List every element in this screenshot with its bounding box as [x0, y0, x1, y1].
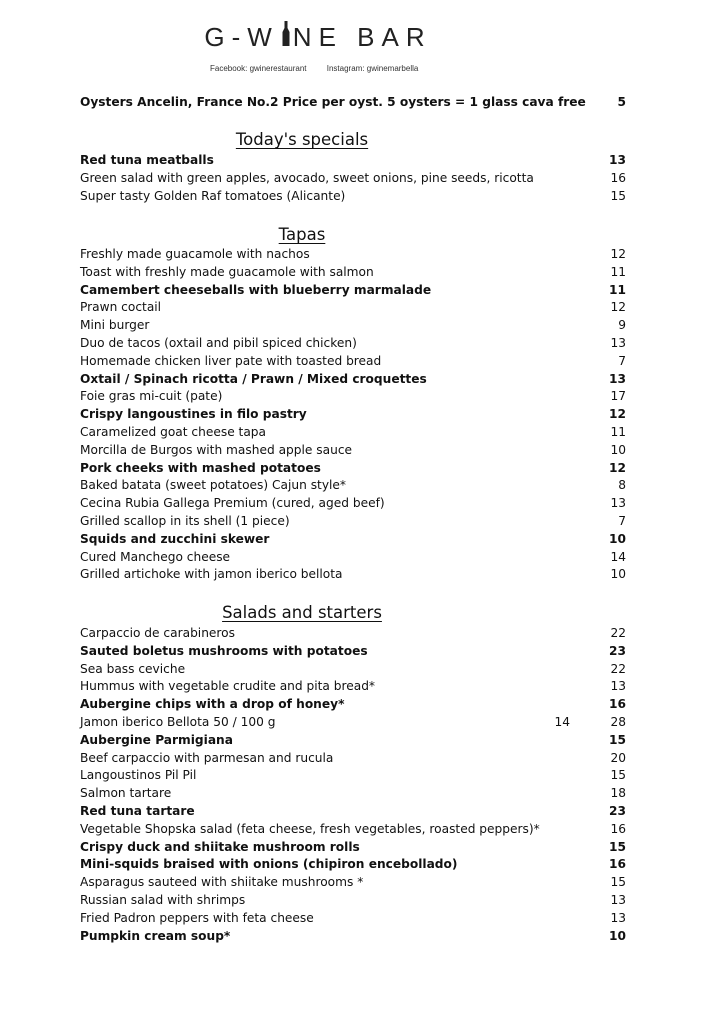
- menu-item: [80, 548, 640, 566]
- menu-item-name: Grilled artichoke with jamon iberico bellota: [80, 567, 343, 582]
- menu-item-price: 10: [610, 442, 626, 457]
- menu-item: [80, 352, 640, 370]
- menu-item-price: 15: [610, 875, 626, 890]
- menu-item: [80, 169, 640, 187]
- menu-item: [80, 494, 640, 512]
- menu-item-name: Mini-squids braised with onions (chipiron encebollado): [80, 857, 458, 872]
- menu-item: [80, 927, 640, 945]
- menu-item-name: Squids and zucchini skewer: [80, 531, 270, 546]
- menu-item-name: Cecina Rubia Gallega Premium (cured, aged beef): [80, 496, 385, 511]
- menu-item-name: Super tasty Golden Raf tomatoes (Alicante): [80, 188, 346, 203]
- menu-item-price: 10: [609, 928, 626, 943]
- menu-item-price: 14: [610, 549, 626, 564]
- menu-item: [80, 838, 640, 856]
- menu-item-price: 12: [609, 460, 626, 475]
- menu-item-price: 11: [610, 264, 626, 279]
- menu-item: [80, 873, 640, 891]
- menu-item-price: 5: [617, 95, 626, 109]
- menu-item-price: 9: [618, 318, 626, 333]
- menu-item-name: Carpaccio de carabineros: [80, 626, 235, 640]
- menu-item-price: 13: [610, 910, 626, 925]
- menu-item-name: Crispy langoustines in filo pastry: [80, 407, 307, 422]
- menu-item-name: Sea bass ceviche: [80, 661, 186, 676]
- menu-item: [80, 387, 640, 405]
- menu-item: [80, 784, 640, 802]
- section-title: Salads and starters: [222, 603, 382, 622]
- menu-item: [80, 677, 640, 695]
- menu-item-name: Oxtail / Spinach ricotta / Prawn / Mixed croquettes: [80, 371, 427, 386]
- menu-item-price: 28: [610, 715, 626, 729]
- menu-item-name: Beef carpaccio with parmesan and rucula: [80, 750, 334, 765]
- menu-item-name: Green salad with green apples, avocado, sweet onions, pine seeds, ricotta: [80, 170, 534, 185]
- menu-item-name: Crispy duck and shiitake mushroom rolls: [80, 839, 360, 854]
- menu-item-price: 13: [609, 371, 626, 386]
- menu-item-name: Aubergine Parmigiana: [80, 732, 233, 747]
- menu-item: [80, 820, 640, 838]
- menu-item: [80, 187, 640, 205]
- menu-item-name: Pork cheeks with mashed potatoes: [80, 460, 321, 475]
- facebook-handle: Facebook: gwinerestaurant: [210, 64, 307, 73]
- menu-item-name: Oysters Ancelin, France No.2 Price per oyst. 5 oysters = 1 glass cava free: [80, 95, 586, 109]
- menu-item-name: Homemade chicken liver pate with toasted bread: [80, 353, 382, 368]
- menu-item-price: 7: [618, 353, 626, 368]
- menu-item: [80, 660, 640, 678]
- menu-item-price: 23: [609, 643, 626, 658]
- menu-item-price: 15: [609, 839, 626, 854]
- menu-item: [80, 370, 640, 388]
- menu-item-name: Pumpkin cream soup*: [80, 928, 231, 943]
- menu-item: [80, 405, 640, 423]
- menu-item-price: 17: [610, 389, 626, 404]
- menu-item-price: 8: [618, 478, 626, 493]
- menu-item: [80, 93, 640, 111]
- menu-item-price: 11: [610, 425, 626, 439]
- menu-item: [80, 512, 640, 530]
- menu-item: [80, 891, 640, 909]
- menu-item: [80, 565, 640, 583]
- menu-item-name: Jamon iberico Bellota 50 / 100 g: [80, 715, 276, 729]
- menu-item-price: 15: [610, 768, 626, 783]
- menu-item-name: Aubergine chips with a drop of honey*: [80, 697, 345, 712]
- menu-item-name: Foie gras mi-cuit (pate): [80, 389, 223, 404]
- menu-item: [80, 749, 640, 767]
- wine-bottle-icon: [281, 21, 291, 54]
- logo-text-left: G-W: [204, 22, 279, 52]
- menu-item-name: Red tuna tartare: [80, 804, 195, 818]
- menu-item-price: 16: [609, 697, 626, 712]
- menu-item: [80, 476, 640, 494]
- menu-item-price: 13: [610, 679, 626, 694]
- menu-item: [80, 766, 640, 784]
- section-title: Today's specials: [235, 130, 369, 149]
- menu-item-price: 12: [610, 300, 626, 315]
- social-links: [210, 64, 436, 73]
- menu-item-price: 13: [610, 893, 626, 907]
- menu-item-name: Morcilla de Burgos with mashed apple sauce: [80, 442, 353, 457]
- menu-item-name: Cured Manchego cheese: [80, 549, 231, 564]
- menu-item: [80, 695, 640, 713]
- menu-item: [80, 624, 640, 642]
- menu-item: [80, 298, 640, 316]
- menu-item-price: 12: [609, 407, 626, 422]
- instagram-handle: Instagram: gwinemarbella: [326, 64, 419, 73]
- menu-item-name: Sauted boletus mushrooms with potatoes: [80, 643, 368, 658]
- menu-item-price: 13: [609, 153, 626, 167]
- menu-item-name: Salmon tartare: [80, 786, 172, 801]
- menu-item: [80, 423, 640, 441]
- menu-item: [80, 909, 640, 927]
- menu-item-price: 23: [609, 804, 626, 818]
- menu-item-name: Prawn coctail: [80, 300, 162, 315]
- menu-item-price: 18: [610, 786, 626, 801]
- menu-item-price: 11: [609, 282, 626, 297]
- menu-item-name: Vegetable Shopska salad (feta cheese, fresh vegetables, roasted peppers)*: [80, 821, 540, 836]
- menu-item-name: Mini burger: [80, 318, 150, 333]
- menu-item-name: Baked batata (sweet potatoes) Cajun style*: [80, 478, 347, 493]
- menu-item: [80, 263, 640, 281]
- menu-item-name: Red tuna meatballs: [80, 153, 214, 167]
- menu-item-name: Hummus with vegetable crudite and pita bread*: [80, 679, 376, 694]
- menu-item: [80, 731, 640, 749]
- menu-item-price: 10: [610, 567, 626, 582]
- menu-item-name: Freshly made guacamole with nachos: [80, 247, 310, 261]
- menu-item: [80, 316, 640, 334]
- menu-item-name: Langoustinos Pil Pil: [80, 768, 197, 783]
- menu-item-name: Russian salad with shrimps: [80, 893, 246, 907]
- menu-item-price-small: 14: [554, 715, 570, 729]
- menu-item-name: Asparagus sauteed with shiitake mushrooms *: [80, 875, 364, 890]
- menu-item: [80, 459, 640, 477]
- menu-item: [80, 334, 640, 352]
- menu-item-price: 13: [610, 496, 626, 511]
- menu-item-price: 15: [610, 188, 626, 203]
- menu-item-price: 16: [610, 170, 626, 185]
- menu-item: [80, 855, 640, 873]
- menu-item: [80, 245, 640, 263]
- menu-item: [80, 530, 640, 548]
- menu-item-price: 16: [609, 857, 626, 872]
- menu-item: [80, 151, 640, 169]
- menu-item-name: Camembert cheeseballs with blueberry marmalade: [80, 282, 432, 297]
- menu-item: [80, 802, 640, 820]
- menu-item-price: 22: [610, 661, 626, 676]
- menu-item-name: Fried Padron peppers with feta cheese: [80, 910, 314, 925]
- menu-item: [80, 281, 640, 299]
- menu-item-price: 20: [610, 750, 626, 765]
- logo-text-right: NE BAR: [292, 22, 432, 52]
- section-title: Tapas: [278, 225, 326, 244]
- menu-item-price: 22: [610, 626, 626, 640]
- logo: [0, 22, 636, 56]
- menu-item-name: Grilled scallop in its shell (1 piece): [80, 514, 290, 528]
- menu-item-name: Caramelized goat cheese tapa: [80, 425, 267, 439]
- menu-item-price: 15: [609, 732, 626, 747]
- menu-item-name: Toast with freshly made guacamole with salmon: [80, 264, 374, 279]
- menu-item-price: 16: [610, 821, 626, 836]
- menu-item-price: 12: [610, 247, 626, 261]
- menu-item-price: 7: [618, 514, 626, 528]
- menu-item-price: 13: [610, 336, 626, 350]
- menu-item-price: 10: [609, 531, 626, 546]
- menu-item: [80, 713, 640, 731]
- menu-item: [80, 642, 640, 660]
- menu-item-name: Duo de tacos (oxtail and pibil spiced chicken): [80, 336, 357, 350]
- menu-item: [80, 441, 640, 459]
